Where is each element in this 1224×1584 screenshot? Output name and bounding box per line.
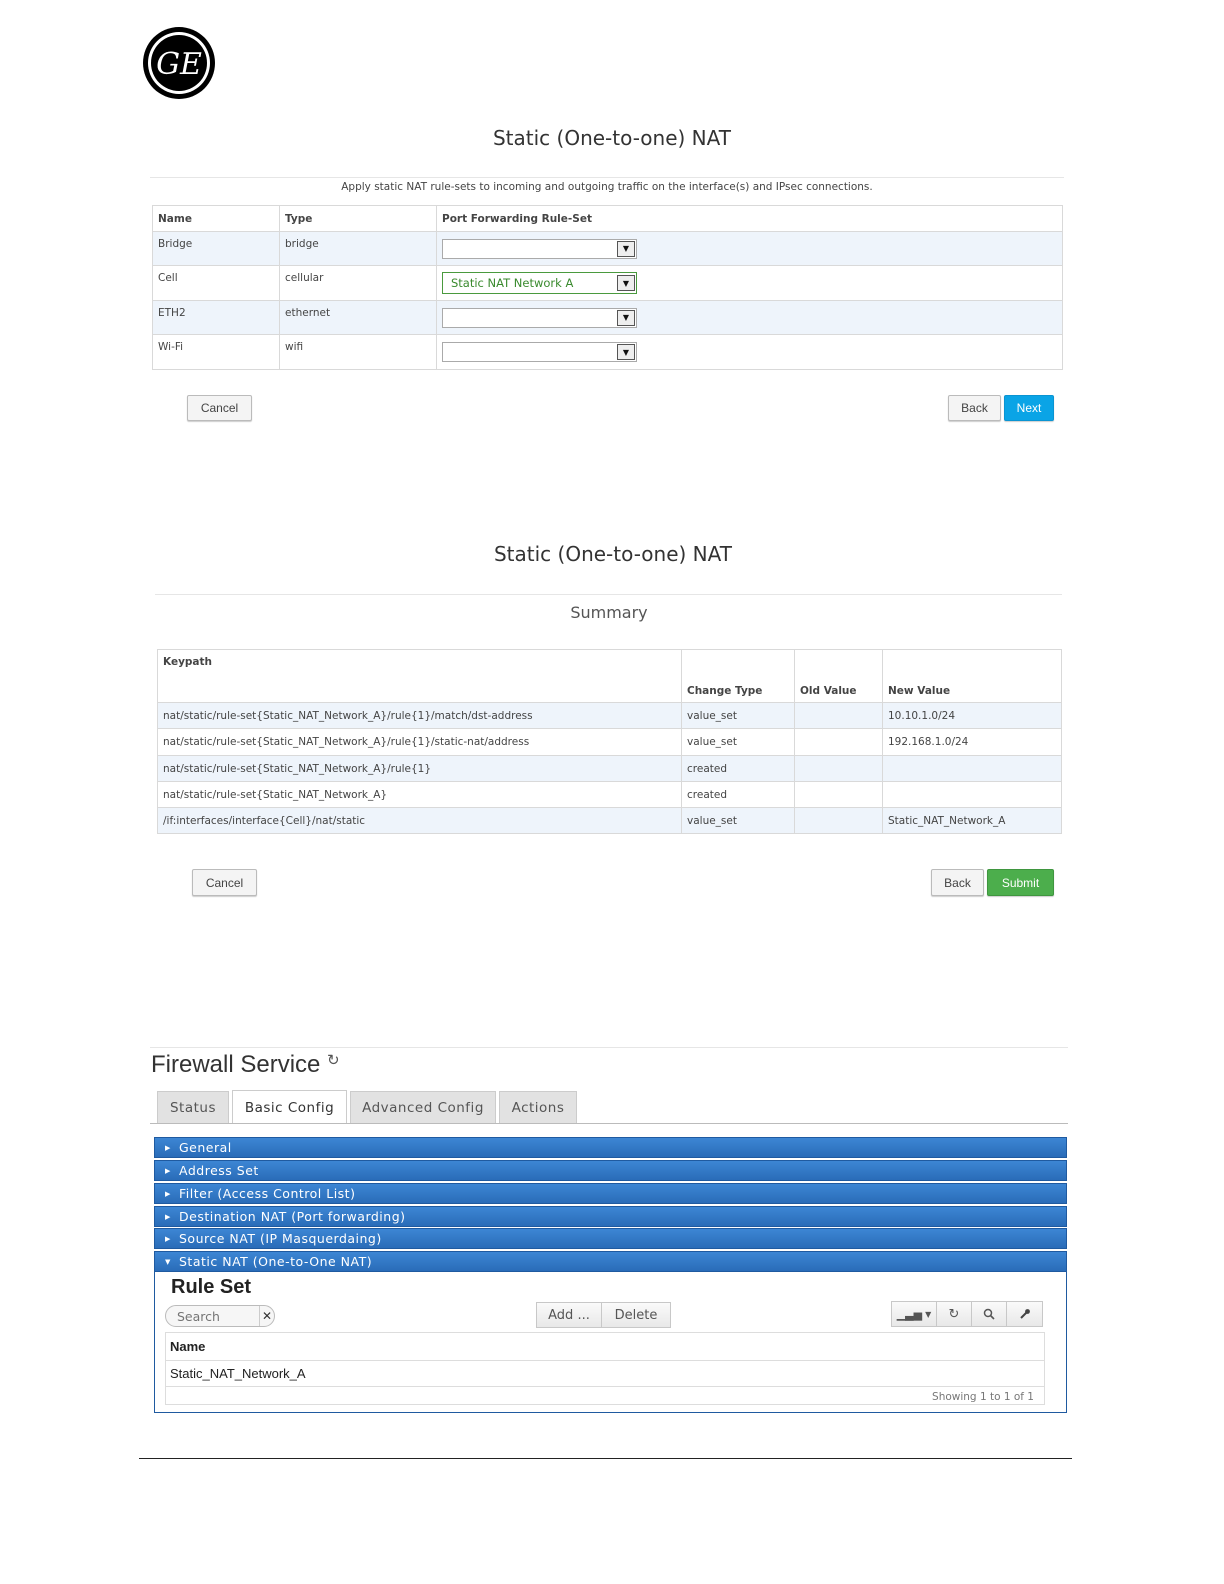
chevron-down-icon: ▼ bbox=[617, 241, 635, 257]
old-cell bbox=[795, 756, 883, 782]
caret-right-icon: ▶ bbox=[165, 1166, 171, 1175]
next-button[interactable]: Next bbox=[1004, 395, 1054, 421]
back-button[interactable]: Back bbox=[948, 395, 1001, 421]
tab-underline bbox=[150, 1123, 1068, 1124]
ge-logo bbox=[142, 26, 216, 100]
intro-text: Apply static NAT rule-sets to incoming and outgoing traffic on the interface(s) and IPsec connections. bbox=[341, 181, 873, 193]
col-type: Type bbox=[280, 206, 437, 232]
table-row bbox=[153, 232, 1063, 266]
keypath-cell: nat/static/rule-set{Static_NAT_Network_A}/rule{1}/match/dst-address bbox=[158, 703, 682, 729]
old-cell bbox=[795, 729, 883, 756]
col-keypath: Keypath bbox=[158, 650, 682, 703]
tab-advanced-config[interactable]: Advanced Config bbox=[350, 1091, 496, 1123]
refresh-icon[interactable]: ↻ bbox=[327, 1052, 340, 1069]
new-cell: 10.10.1.0/24 bbox=[883, 703, 1062, 729]
keypath-cell: nat/static/rule-set{Static_NAT_Network_A}/rule{1} bbox=[158, 756, 682, 782]
delete-button[interactable]: Delete bbox=[602, 1302, 671, 1328]
table-row bbox=[153, 301, 1063, 335]
section-label: General bbox=[179, 1140, 232, 1155]
divider bbox=[150, 1047, 1068, 1048]
firewall-title bbox=[151, 1051, 340, 1079]
row-type: cellular bbox=[280, 266, 437, 301]
caret-right-icon: ▶ bbox=[165, 1143, 171, 1152]
old-cell bbox=[795, 782, 883, 808]
ruleset-select-bridge[interactable] bbox=[442, 239, 637, 259]
change-cell: value_set bbox=[682, 703, 795, 729]
change-cell: created bbox=[682, 782, 795, 808]
section-source-nat[interactable] bbox=[154, 1228, 1067, 1249]
tab-actions[interactable]: Actions bbox=[499, 1091, 577, 1123]
summary-table bbox=[157, 649, 1062, 834]
caret-down-icon: ▼ bbox=[165, 1257, 171, 1266]
table-row bbox=[158, 729, 1062, 756]
keypath-cell: nat/static/rule-set{Static_NAT_Network_A} bbox=[158, 782, 682, 808]
rule-set-heading: Rule Set bbox=[171, 1276, 252, 1298]
nat-title-1: Static (One-to-one) NAT bbox=[492, 126, 731, 150]
search-box bbox=[165, 1305, 275, 1327]
add-button[interactable]: Add ... bbox=[536, 1302, 602, 1328]
select-value: Static NAT Network A bbox=[451, 276, 574, 290]
section-static-nat[interactable] bbox=[154, 1251, 1067, 1272]
firewall-title-text: Firewall Service bbox=[151, 1051, 321, 1078]
cancel-button[interactable]: Cancel bbox=[187, 395, 252, 421]
table-row[interactable]: Static_NAT_Network_A bbox=[166, 1361, 1044, 1387]
divider bbox=[150, 177, 1064, 178]
row-name: Wi-Fi bbox=[153, 335, 280, 370]
chevron-down-icon: ▼ bbox=[617, 310, 635, 326]
back-button[interactable]: Back bbox=[931, 869, 984, 896]
summary-heading: Summary bbox=[570, 603, 648, 622]
table-row bbox=[153, 335, 1063, 370]
row-name: Bridge bbox=[153, 232, 280, 266]
col-name: Name bbox=[166, 1333, 1044, 1361]
section-destination-nat[interactable] bbox=[154, 1206, 1067, 1227]
row-type: bridge bbox=[280, 232, 437, 266]
new-cell bbox=[883, 782, 1062, 808]
row-type: ethernet bbox=[280, 301, 437, 335]
table-row bbox=[158, 808, 1062, 834]
section-general[interactable] bbox=[154, 1137, 1067, 1158]
columns-menu-button[interactable] bbox=[891, 1301, 937, 1327]
keypath-cell: nat/static/rule-set{Static_NAT_Network_A}/rule{1}/static-nat/address bbox=[158, 729, 682, 756]
change-cell: value_set bbox=[682, 729, 795, 756]
section-label: Static NAT (One-to-One NAT) bbox=[179, 1254, 373, 1269]
ruleset-select-eth2[interactable] bbox=[442, 308, 637, 328]
ruleset-select-wifi[interactable] bbox=[442, 342, 637, 362]
row-type: wifi bbox=[280, 335, 437, 370]
row-name: ETH2 bbox=[153, 301, 280, 335]
new-cell: Static_NAT_Network_A bbox=[883, 808, 1062, 834]
submit-button[interactable]: Submit bbox=[987, 869, 1054, 896]
table-row bbox=[158, 703, 1062, 729]
interface-table bbox=[152, 205, 1063, 370]
table-row bbox=[158, 756, 1062, 782]
search-input[interactable] bbox=[166, 1308, 259, 1325]
col-name: Name bbox=[153, 206, 280, 232]
chevron-down-icon: ▼ bbox=[925, 1309, 932, 1319]
clear-search-icon[interactable]: ✕ bbox=[259, 1306, 274, 1326]
footer-rule bbox=[139, 1458, 1072, 1459]
col-old-value: Old Value bbox=[795, 650, 883, 703]
ruleset-select-cell[interactable] bbox=[442, 272, 637, 294]
refresh-icon: ↻ bbox=[948, 1306, 960, 1322]
table-row bbox=[153, 266, 1063, 301]
grid-footer: Showing 1 to 1 of 1 bbox=[932, 1390, 1034, 1403]
chevron-down-icon: ▼ bbox=[617, 344, 635, 360]
bar-chart-icon: ▁▃▅ bbox=[896, 1307, 923, 1321]
section-address-set[interactable] bbox=[154, 1160, 1067, 1181]
search-button[interactable] bbox=[972, 1301, 1007, 1327]
keypath-cell: /if:interfaces/interface{Cell}/nat/static bbox=[158, 808, 682, 834]
section-label: Source NAT (IP Masquerdaing) bbox=[179, 1231, 382, 1246]
chevron-down-icon: ▼ bbox=[617, 275, 635, 291]
section-label: Filter (Access Control List) bbox=[179, 1186, 356, 1201]
search-icon bbox=[983, 1308, 995, 1320]
old-cell bbox=[795, 703, 883, 729]
caret-right-icon: ▶ bbox=[165, 1189, 171, 1198]
wrench-icon bbox=[1019, 1308, 1031, 1320]
new-cell bbox=[883, 756, 1062, 782]
section-label: Address Set bbox=[179, 1163, 259, 1178]
divider bbox=[155, 594, 1062, 595]
ge-logo-text: GE bbox=[156, 47, 202, 82]
section-filter[interactable] bbox=[154, 1183, 1067, 1204]
change-cell: value_set bbox=[682, 808, 795, 834]
col-change-type: Change Type bbox=[682, 650, 795, 703]
nat-title-2: Static (One-to-one) NAT bbox=[493, 542, 732, 566]
change-cell: created bbox=[682, 756, 795, 782]
section-label: Destination NAT (Port forwarding) bbox=[179, 1209, 406, 1224]
table-row bbox=[158, 782, 1062, 808]
rule-set-grid bbox=[165, 1332, 1045, 1405]
refresh-button[interactable] bbox=[937, 1301, 972, 1327]
settings-button[interactable] bbox=[1007, 1301, 1043, 1327]
caret-right-icon: ▶ bbox=[165, 1234, 171, 1243]
col-new-value: New Value bbox=[883, 650, 1062, 703]
row-name: Cell bbox=[153, 266, 280, 301]
old-cell bbox=[795, 808, 883, 834]
cancel-button[interactable]: Cancel bbox=[192, 869, 257, 896]
tab-basic-config[interactable]: Basic Config bbox=[232, 1090, 347, 1124]
tab-status[interactable]: Status bbox=[157, 1091, 229, 1123]
caret-right-icon: ▶ bbox=[165, 1212, 171, 1221]
col-ruleset: Port Forwarding Rule-Set bbox=[437, 206, 1063, 232]
new-cell: 192.168.1.0/24 bbox=[883, 729, 1062, 756]
